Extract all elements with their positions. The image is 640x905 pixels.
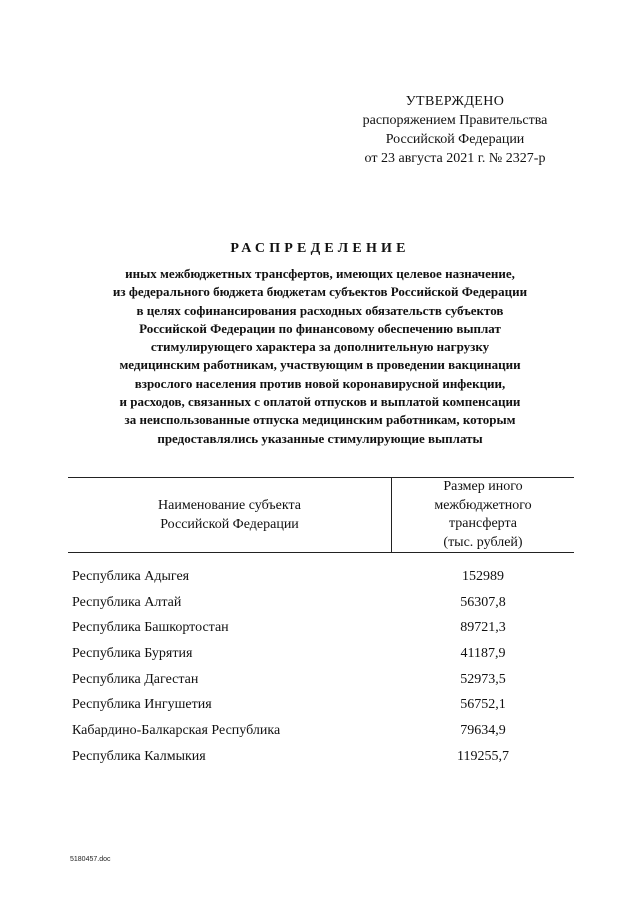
header-value-line: Размер иного (443, 479, 523, 494)
approval-line-3: от 23 августа 2021 г. № 2327-р (364, 151, 546, 166)
header-name-line: Наименование субъекта (158, 498, 301, 513)
transfer-amount: 152989 (462, 569, 504, 584)
document-subtitle (60, 265, 580, 448)
transfer-amount: 52973,5 (460, 671, 506, 687)
table-row (68, 593, 574, 619)
approval-block (340, 92, 570, 168)
subject-name: Республика Адыгея (72, 569, 190, 584)
subject-name: Республика Дагестан (72, 671, 199, 687)
subtitle-line: в целях софинансирования расходных обязательств субъектов (136, 302, 504, 318)
header-transfer-amount (392, 478, 574, 552)
subtitle-line: Российской Федерации по финансовому обеспечению выплат (139, 320, 501, 336)
approval-line-1: распоряжением Правительства (362, 113, 548, 128)
transfer-amount: 56307,8 (460, 594, 506, 610)
approval-heading: УТВЕРЖДЕНО (405, 94, 505, 109)
subtitle-line: предоставлялись указанные стимулирующие выплаты (157, 430, 483, 446)
subject-name: Республика Бурятия (72, 646, 193, 662)
table-header (68, 477, 574, 553)
subject-name: Республика Ингушетия (72, 697, 212, 713)
header-name-line: Российской Федерации (160, 517, 299, 532)
document-title: РАСПРЕДЕЛЕНИЕ (230, 241, 410, 256)
transfer-amount: 56752,1 (460, 697, 506, 713)
subject-name: Республика Алтай (72, 594, 182, 610)
table-row (68, 747, 574, 773)
table-body (68, 567, 574, 773)
subtitle-line: иных межбюджетных трансфертов, имеющих целевое назначение, (125, 266, 515, 281)
subtitle-line: стимулирующего характера за дополнительную нагрузку (150, 339, 490, 355)
header-value-line: трансферта (449, 516, 517, 531)
table-row (68, 644, 574, 670)
subtitle-line: за неиспользованные отпуска медицинским работникам, которым (124, 412, 516, 428)
subtitle-line: медицинским работникам, участвующим в проведении вакцинации (119, 357, 521, 373)
table-row (68, 618, 574, 644)
transfer-amount: 41187,9 (460, 646, 506, 662)
header-value-line: межбюджетного (434, 497, 532, 513)
subject-name: Республика Башкортостан (72, 620, 229, 636)
subject-name: Республика Калмыкия (72, 748, 206, 764)
subtitle-line: взрослого населения против новой коронавирусной инфекции, (134, 375, 506, 391)
approval-line-2: Российской Федерации (385, 132, 525, 147)
table-row (68, 721, 574, 747)
transfer-amount: 89721,3 (460, 620, 506, 636)
header-subject-name (68, 478, 392, 552)
subject-name: Кабардино-Балкарская Республика (72, 723, 281, 739)
transfer-amount: 79634,9 (460, 723, 506, 739)
table-row (68, 670, 574, 696)
transfer-amount: 119255,7 (457, 748, 509, 764)
table-row (68, 567, 574, 593)
header-value-line: (тыс. рублей) (443, 534, 523, 550)
subtitle-line: и расходов, связанных с оплатой отпусков и выплатой компенсации (119, 394, 521, 410)
footer-document-code: 5180457.doc (70, 856, 111, 863)
subtitle-line: из федерального бюджета бюджетам субъектов Российской Федерации (112, 284, 528, 300)
table-row (68, 695, 574, 721)
